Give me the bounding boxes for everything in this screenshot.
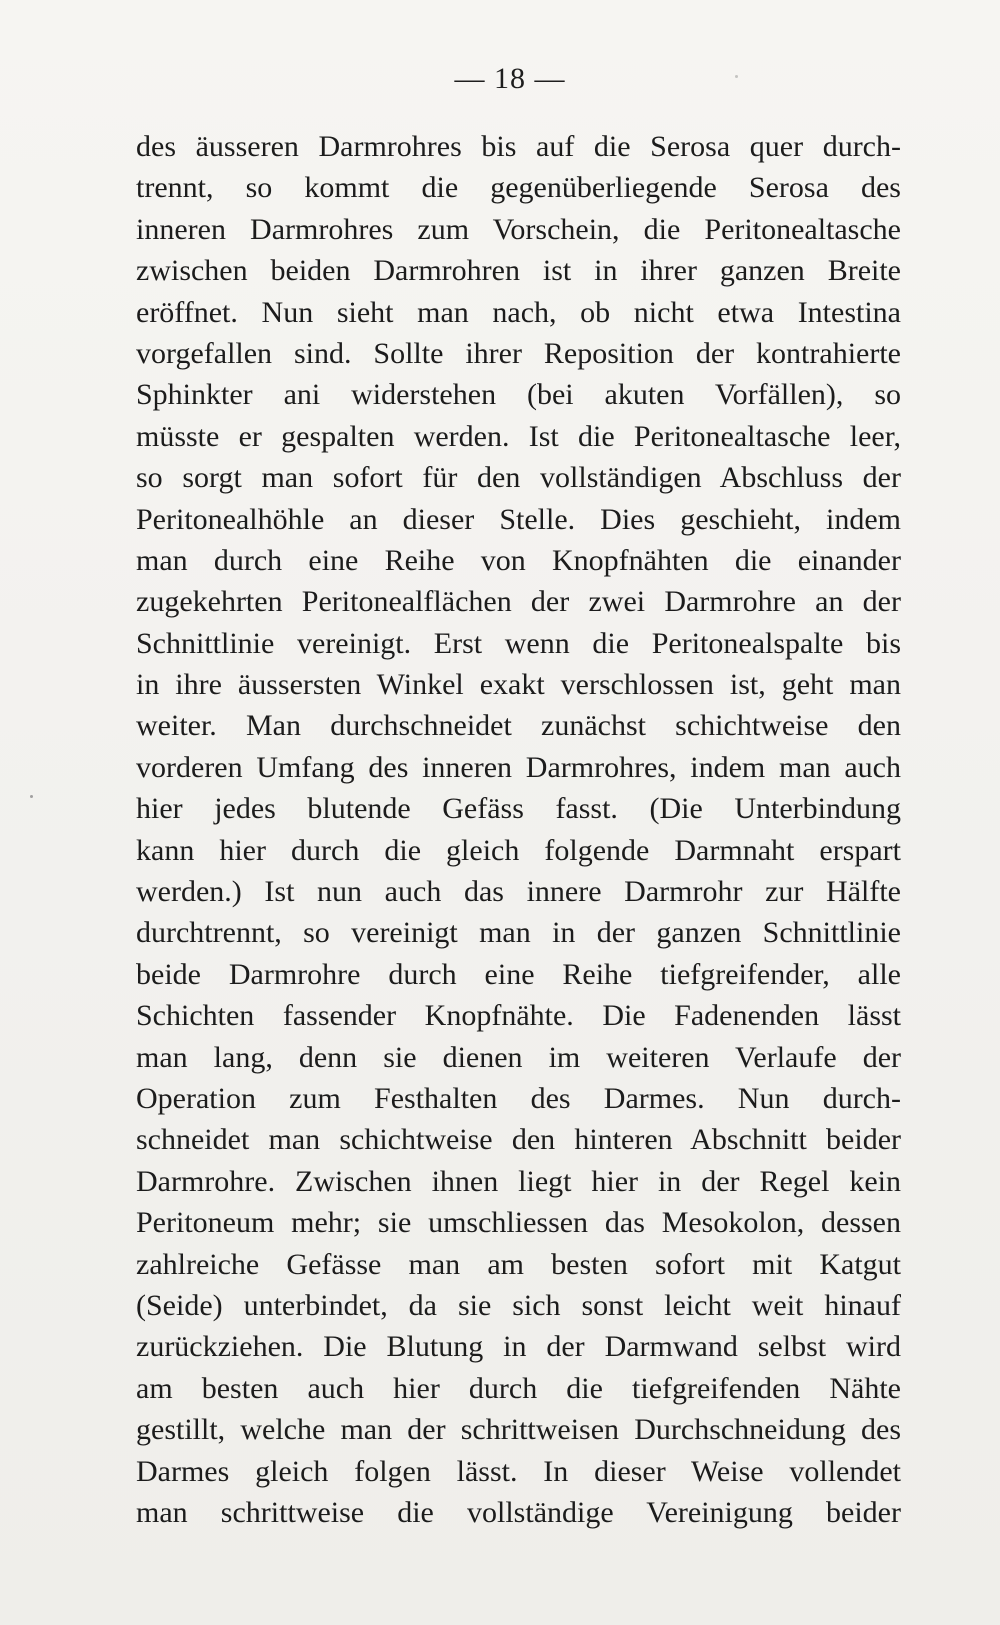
text-line: vorderen Umfang des inneren Darmrohres, indem man auch <box>136 750 901 784</box>
text-line: Peritonealhöhle an dieser Stelle. Dies geschieht, indem <box>136 502 901 536</box>
text-line: zwischen beiden Darmrohren ist in ihrer ganzen Breite <box>136 254 901 288</box>
text-line: schneidet man schichtweise den hinteren Abschnitt beider <box>136 1123 901 1157</box>
text-line: kann hier durch die gleich folgende Darmnaht erspart <box>136 833 901 867</box>
print-speck <box>735 75 738 78</box>
text-line: Sphinkter ani widerstehen (bei akuten Vorfällen), so <box>136 378 901 412</box>
text-line: zugekehrten Peritonealflächen der zwei Darmrohre an der <box>136 585 901 619</box>
text-line: man lang, denn sie dienen im weiteren Verlaufe der <box>136 1040 901 1074</box>
text-line: Schnittlinie vereinigt. Erst wenn die Peritonealspalte bis <box>136 626 901 660</box>
text-line: weiter. Man durchschneidet zunächst schichtweise den <box>136 709 901 743</box>
text-line: inneren Darmrohres zum Vorschein, die Peritonealtasche <box>136 212 901 246</box>
text-line: Schichten fassender Knopfnähte. Die Fadenenden lässt <box>136 999 901 1033</box>
body-text <box>136 126 901 1533</box>
print-speck <box>30 795 33 798</box>
text-line: vorgefallen sind. Sollte ihrer Reposition der kontrahierte <box>136 336 901 370</box>
text-line: Darmrohre. Zwischen ihnen liegt hier in der Regel kein <box>136 1164 901 1198</box>
text-line: man durch eine Reihe von Knopfnähten die einander <box>136 543 901 577</box>
text-line: am besten auch hier durch die tiefgreifenden Nähte <box>136 1371 901 1405</box>
text-line: man schrittweise die vollständige Vereinigung beider <box>136 1495 901 1529</box>
text-line: so sorgt man sofort für den vollständigen Abschluss der <box>136 461 901 495</box>
text-line: eröffnet. Nun sieht man nach, ob nicht etwa Intestina <box>136 295 901 329</box>
text-line: trennt, so kommt die gegenüberliegende Serosa des <box>136 171 901 205</box>
text-line: (Seide) unterbindet, da sie sich sonst leicht weit hinauf <box>136 1288 901 1322</box>
text-line: Darmes gleich folgen lässt. In dieser Weise vollendet <box>136 1454 901 1488</box>
text-line: zurückziehen. Die Blutung in der Darmwand selbst wird <box>136 1330 901 1364</box>
text-line: zahlreiche Gefässe man am besten sofort mit Katgut <box>136 1247 901 1281</box>
text-line: werden.) Ist nun auch das innere Darmrohr zur Hälfte <box>136 875 901 909</box>
text-line: des äusseren Darmrohres bis auf die Serosa quer durch- <box>136 130 901 163</box>
text-line: gestillt, welche man der schrittweisen Durchschneidung des <box>136 1413 901 1447</box>
page-number: — 18 — <box>454 62 566 95</box>
text-line: Operation zum Festhalten des Darmes. Nun durch- <box>136 1081 901 1115</box>
text-line: müsste er gespalten werden. Ist die Peritonealtasche leer, <box>136 419 901 453</box>
text-line: hier jedes blutende Gefäss fasst. (Die Unterbindung <box>136 792 901 826</box>
text-line: in ihre äussersten Winkel exakt verschlossen ist, geht man <box>136 668 901 702</box>
text-line: Peritoneum mehr; sie umschliessen das Mesokolon, dessen <box>136 1206 901 1240</box>
text-line: beide Darmrohre durch eine Reihe tiefgreifender, alle <box>136 957 901 991</box>
text-line: durchtrennt, so vereinigt man in der ganzen Schnittlinie <box>136 916 901 950</box>
